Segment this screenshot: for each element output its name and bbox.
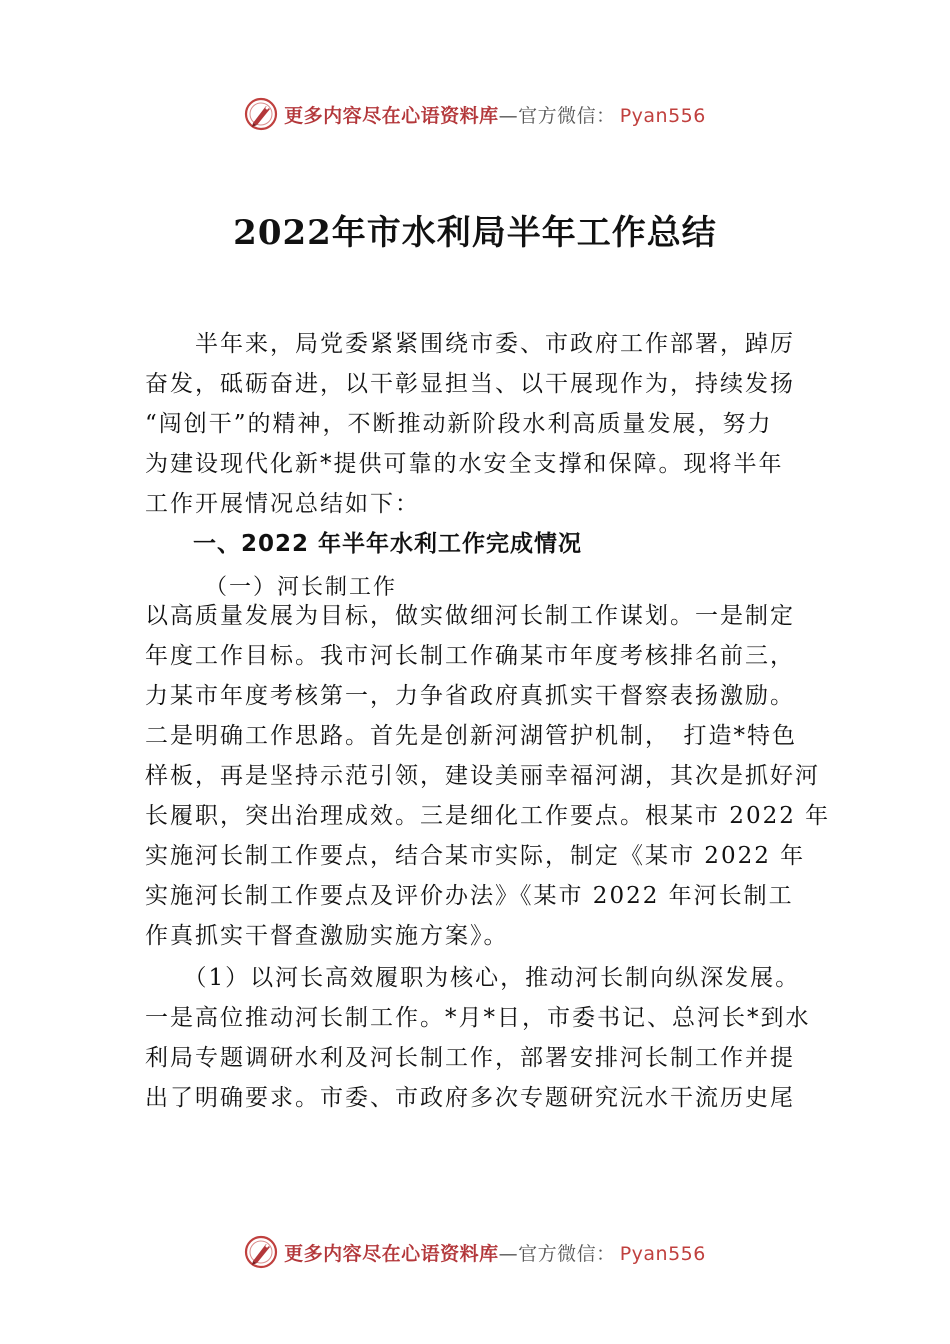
- text-line: 实施河长制工作要点及评价办法》《某市 2022 年河长制工: [145, 883, 794, 909]
- header-watermark: [0, 92, 950, 136]
- intro-paragraph: [145, 324, 815, 524]
- text-line: 样板，再是坚持示范引领，建设美丽幸福河湖，其次是抓好河: [145, 763, 820, 789]
- watermark-wechat-id: Pyan556: [619, 1242, 706, 1265]
- text-line: 二是明确工作思路。首先是创新河湖管护机制， 打造*特色: [145, 723, 797, 749]
- river-chief-duty-paragraph: [145, 958, 815, 1118]
- watermark-dash: —: [498, 1242, 519, 1265]
- text-line: 力某市年度考核第一，力争省政府真抓实干督察表扬激励。: [145, 683, 795, 709]
- footer-watermark: [0, 1230, 950, 1274]
- river-chief-paragraph: [145, 596, 831, 956]
- section-heading: 一、2022 年半年水利工作完成情况: [193, 531, 583, 557]
- watermark-main: 更多内容尽在心语资料库: [284, 104, 499, 127]
- text-line: 奋发，砥砺奋进，以干彰显担当、以干展现作为，持续发扬: [145, 371, 795, 397]
- text-line: 一是高位推动河长制工作。*月*日，市委书记、总河长*到水: [145, 1005, 811, 1031]
- text-line: 以高质量发展为目标，做实做细河长制工作谋划。一是制定: [145, 603, 795, 629]
- document-title: 2022年市水利局半年工作总结: [233, 213, 717, 253]
- text-line: 半年来，局党委紧紧围绕市委、市政府工作部署，踔厉: [145, 331, 795, 357]
- text-line: “闯创干”的精神，不断推动新阶段水利高质量发展，努力: [145, 411, 773, 437]
- watermark-main: 更多内容尽在心语资料库: [284, 1242, 499, 1265]
- watermark-text: [284, 1239, 706, 1266]
- text-line: 出了明确要求。市委、市政府多次专题研究沅水干流历史尾: [145, 1085, 795, 1111]
- watermark-wechat-id: Pyan556: [619, 104, 706, 127]
- text-line: （1）以河长高效履职为核心，推动河长制向纵深发展。: [145, 965, 801, 991]
- text-line: 长履职，突出治理成效。三是细化工作要点。根某市 2022 年: [145, 803, 831, 829]
- pen-logo-icon: [244, 97, 278, 131]
- pen-logo-icon: [244, 1235, 278, 1269]
- text-line: 工作开展情况总结如下：: [145, 491, 420, 517]
- text-line: 实施河长制工作要点，结合某市实际，制定《某市 2022 年: [145, 843, 806, 869]
- text-line: 作真抓实干督查激励实施方案》。: [145, 923, 509, 949]
- watermark-dash: —: [498, 104, 519, 127]
- watermark-text: [284, 101, 706, 128]
- subsection-heading: （一）河长制工作: [205, 575, 398, 600]
- text-line: 为建设现代化新*提供可靠的水安全支撑和保障。现将半年: [145, 451, 784, 477]
- watermark-label: 官方微信：: [518, 1242, 616, 1265]
- watermark-label: 官方微信：: [518, 104, 616, 127]
- text-line: 利局专题调研水利及河长制工作，部署安排河长制工作并提: [145, 1045, 795, 1071]
- text-line: 年度工作目标。我市河长制工作确某市年度考核排名前三，: [145, 643, 795, 669]
